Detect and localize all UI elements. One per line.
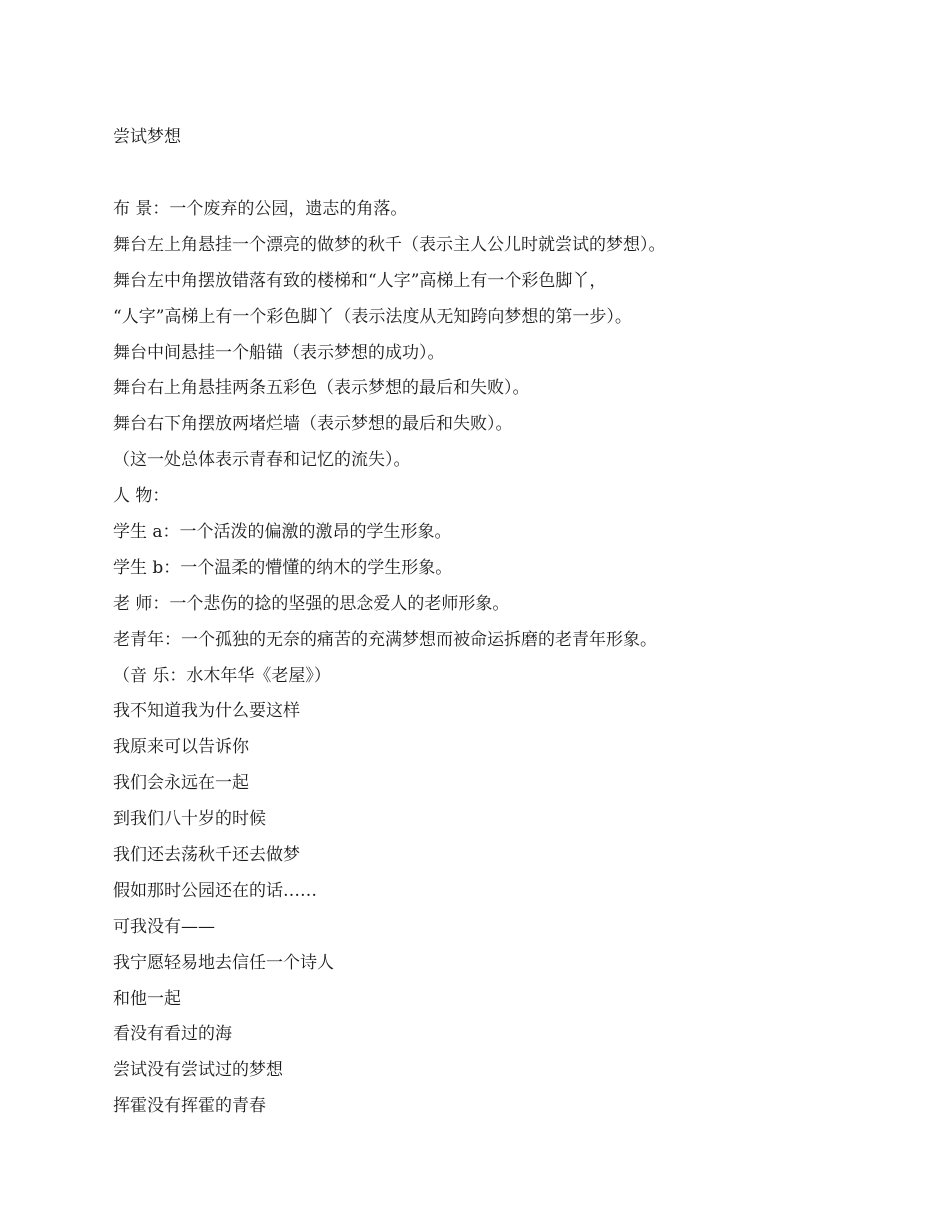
text-line: 我不知道我为什么要这样: [113, 701, 300, 722]
text-line: 学生 b：一个温柔的懵懂的纳木的学生形象。: [113, 557, 453, 578]
text-line: 布 景：一个废弃的公园，遗志的角落。: [113, 199, 408, 219]
text-line: 看没有看过的海: [113, 1024, 232, 1045]
text-line: 舞台左中角摆放错落有致的楼梯和“人字”高梯上有一个彩色脚丫，: [113, 270, 607, 291]
text-line: 我们会永远在一起: [113, 773, 249, 794]
text-line: 学生 a：一个活泼的偏激的激昂的学生形象。: [113, 522, 452, 543]
text-line: 到我们八十岁的时候: [113, 809, 266, 830]
text-line: （音 乐：水木年华《老屋》）: [113, 665, 331, 686]
text-line: 尝试没有尝试过的梦想: [113, 1060, 283, 1081]
text-line: 老 师：一个悲伤的捻的坚强的思念爱人的老师形象。: [113, 593, 510, 614]
text-line: 舞台右下角摆放两堵烂墙（表示梦想的最后和失败）。: [113, 414, 513, 435]
text-line: 人 物：: [113, 486, 170, 507]
text-line: “人字”高梯上有一个彩色脚丫（表示法度从无知跨向梦想的第一步）。: [113, 306, 632, 327]
text-line: 老青年：一个孤独的无奈的痛苦的充满梦想而被命运拆磨的老青年形象。: [113, 629, 657, 650]
document-title: 尝试梦想: [113, 127, 181, 147]
text-line: 和他一起: [113, 988, 181, 1009]
text-line: 假如那时公园还在的话……: [113, 880, 317, 901]
document-body: [113, 198, 893, 1131]
text-line: 舞台右上角悬挂两条五彩色（表示梦想的最后和失败）。: [113, 378, 530, 399]
text-line: 我宁愿轻易地去信任一个诗人: [113, 952, 334, 973]
text-line: （这一处总体表示青春和记忆的流失）。: [113, 450, 411, 471]
text-line: 我们还去荡秋千还去做梦: [113, 845, 300, 866]
text-line: 舞台中间悬挂一个船锚（表示梦想的成功）。: [113, 342, 445, 363]
text-line: 我原来可以告诉你: [113, 737, 249, 758]
text-line: 挥霍没有挥霍的青春: [113, 1096, 266, 1117]
text-line: 可我没有——: [113, 916, 215, 937]
text-line: 舞台左上角悬挂一个漂亮的做梦的秋千（表示主人公儿时就尝试的梦想）。: [113, 234, 666, 255]
